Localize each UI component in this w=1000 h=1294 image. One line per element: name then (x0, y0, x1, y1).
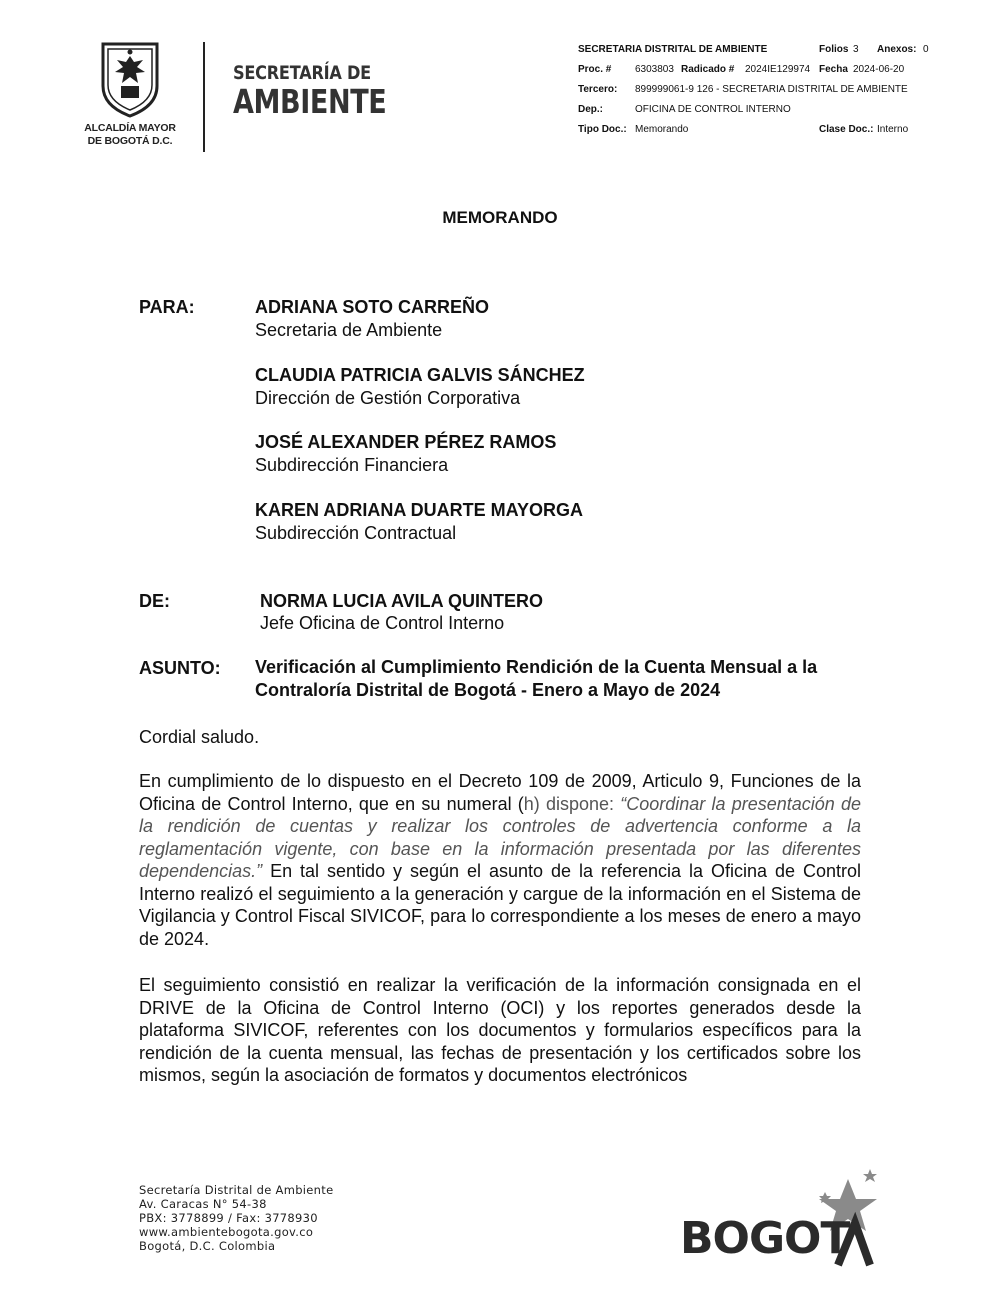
folios-label: Folios (819, 44, 849, 55)
greeting: Cordial saludo. (139, 727, 260, 747)
bogota-wordmark: BOGOT (680, 1213, 850, 1264)
footer-address (139, 1183, 333, 1253)
proc-value: 6303803 (635, 64, 674, 75)
asunto-label: ASUNTO: (139, 658, 221, 678)
tercero-value: 899999061-9 126 - SECRETARIA DISTRITAL DE AMBIENTE (635, 84, 908, 95)
tipo-value: Memorando (635, 124, 689, 135)
recipient-role: Subdirección Financiera (255, 455, 449, 475)
coat-of-arms-icon (99, 40, 161, 118)
recipient-name: KAREN ADRIANA DUARTE MAYORGA (255, 500, 584, 520)
paragraph-2: El seguimiento consistió en realizar la verificación de la información consignada en el DRIVE de la Oficina de Control Interno (OCI) y los reportes generados desde la plataforma SIVICOF, referentes con los documentos y formularios específicos para la rendición de la cuenta mensual, las fechas de presentación y los certificados sobre los mismos, según la asociación de formatos y documentos electrónicos (139, 975, 861, 1085)
recipient-role: Secretaria de Ambiente (255, 320, 443, 340)
recipient-role: Dirección de Gestión Corporativa (255, 388, 521, 408)
alcaldia-line2: DE BOGOTÁ D.C. (87, 135, 173, 147)
anexos-value: 0 (923, 44, 929, 55)
recipient-name: JOSÉ ALEXANDER PÉREZ RAMOS (255, 432, 557, 452)
footer-line: Bogotá, D.C. Colombia (139, 1239, 276, 1253)
bogota-logo (680, 1165, 880, 1270)
folios-value: 3 (853, 44, 859, 55)
radicado-entity: SECRETARIA DISTRITAL DE AMBIENTE (578, 44, 768, 55)
p1-quote: “Coordinar la presentación de la rendición de cuentas y realizar los controles de advertencia conforme a la reglamentación vigente, con base en la información presentada por las diferentes dependencias.” (139, 793, 861, 881)
alcaldia-line1: ALCALDÍA MAYOR (84, 122, 176, 134)
footer-line: PBX: 3778899 / Fax: 3778930 (139, 1211, 318, 1225)
anexos-label: Anexos: (877, 44, 917, 55)
secretaria-line2: AMBIENTE (233, 82, 387, 121)
sender-name: NORMA LUCIA AVILA QUINTERO (260, 591, 543, 611)
footer-line: Secretaría Distrital de Ambiente (139, 1183, 334, 1197)
clase-label: Clase Doc.: (819, 124, 874, 135)
recipient-name: ADRIANA SOTO CARREÑO (255, 297, 490, 317)
secretaria-line1: SECRETARÍA DE (233, 62, 371, 84)
dep-label: Dep.: (578, 104, 603, 115)
paragraph-1 (139, 770, 861, 950)
footer-line: Av. Caracas N° 54-38 (139, 1197, 267, 1211)
radicado-value: 2024IE129974 (745, 64, 811, 75)
p1-part-c: En tal sentido y según el asunto de la referencia la Oficina de Control Interno realizó el seguimiento a la generación y cargue de la información en el Sistema de Vigilancia y Control Fiscal SIVICOF, para lo correspondiente a los meses de enero a mayo de 2024. (139, 861, 861, 949)
clase-value: Interno (877, 124, 909, 135)
fecha-label: Fecha (819, 64, 848, 75)
recipient-role: Subdirección Contractual (255, 523, 457, 543)
recipient-name: CLAUDIA PATRICIA GALVIS SÁNCHEZ (255, 365, 585, 385)
asunto-text: Verificación al Cumplimiento Rendición de la Cuenta Mensual a la Contraloría Distrital de Bogotá - Enero a Mayo de 2024 (255, 657, 818, 700)
sender-role: Jefe Oficina de Control Interno (260, 613, 505, 633)
dep-value: OFICINA DE CONTROL INTERNO (635, 104, 791, 115)
secretaria-logo (233, 62, 420, 121)
p1-part-a: En cumplimiento de lo dispuesto en el Decreto 109 de 2009, Articulo 9, Funciones de la Oficina de Control Interno, que en su numeral ( (139, 771, 861, 814)
fecha-value: 2024-06-20 (853, 64, 905, 75)
de-label: DE: (139, 591, 170, 611)
footer-line: www.ambientebogota.gov.co (139, 1225, 314, 1239)
header-divider (203, 42, 205, 152)
tipo-label: Tipo Doc.: (578, 124, 627, 135)
tercero-label: Tercero: (578, 84, 618, 95)
memo-title: MEMORANDO (442, 208, 558, 227)
proc-label: Proc. # (578, 64, 612, 75)
p1-part-b: h) dispone: (523, 793, 621, 814)
para-label: PARA: (139, 297, 195, 317)
radicado-label: Radicado # (681, 64, 735, 75)
alcaldia-logo (80, 40, 180, 148)
